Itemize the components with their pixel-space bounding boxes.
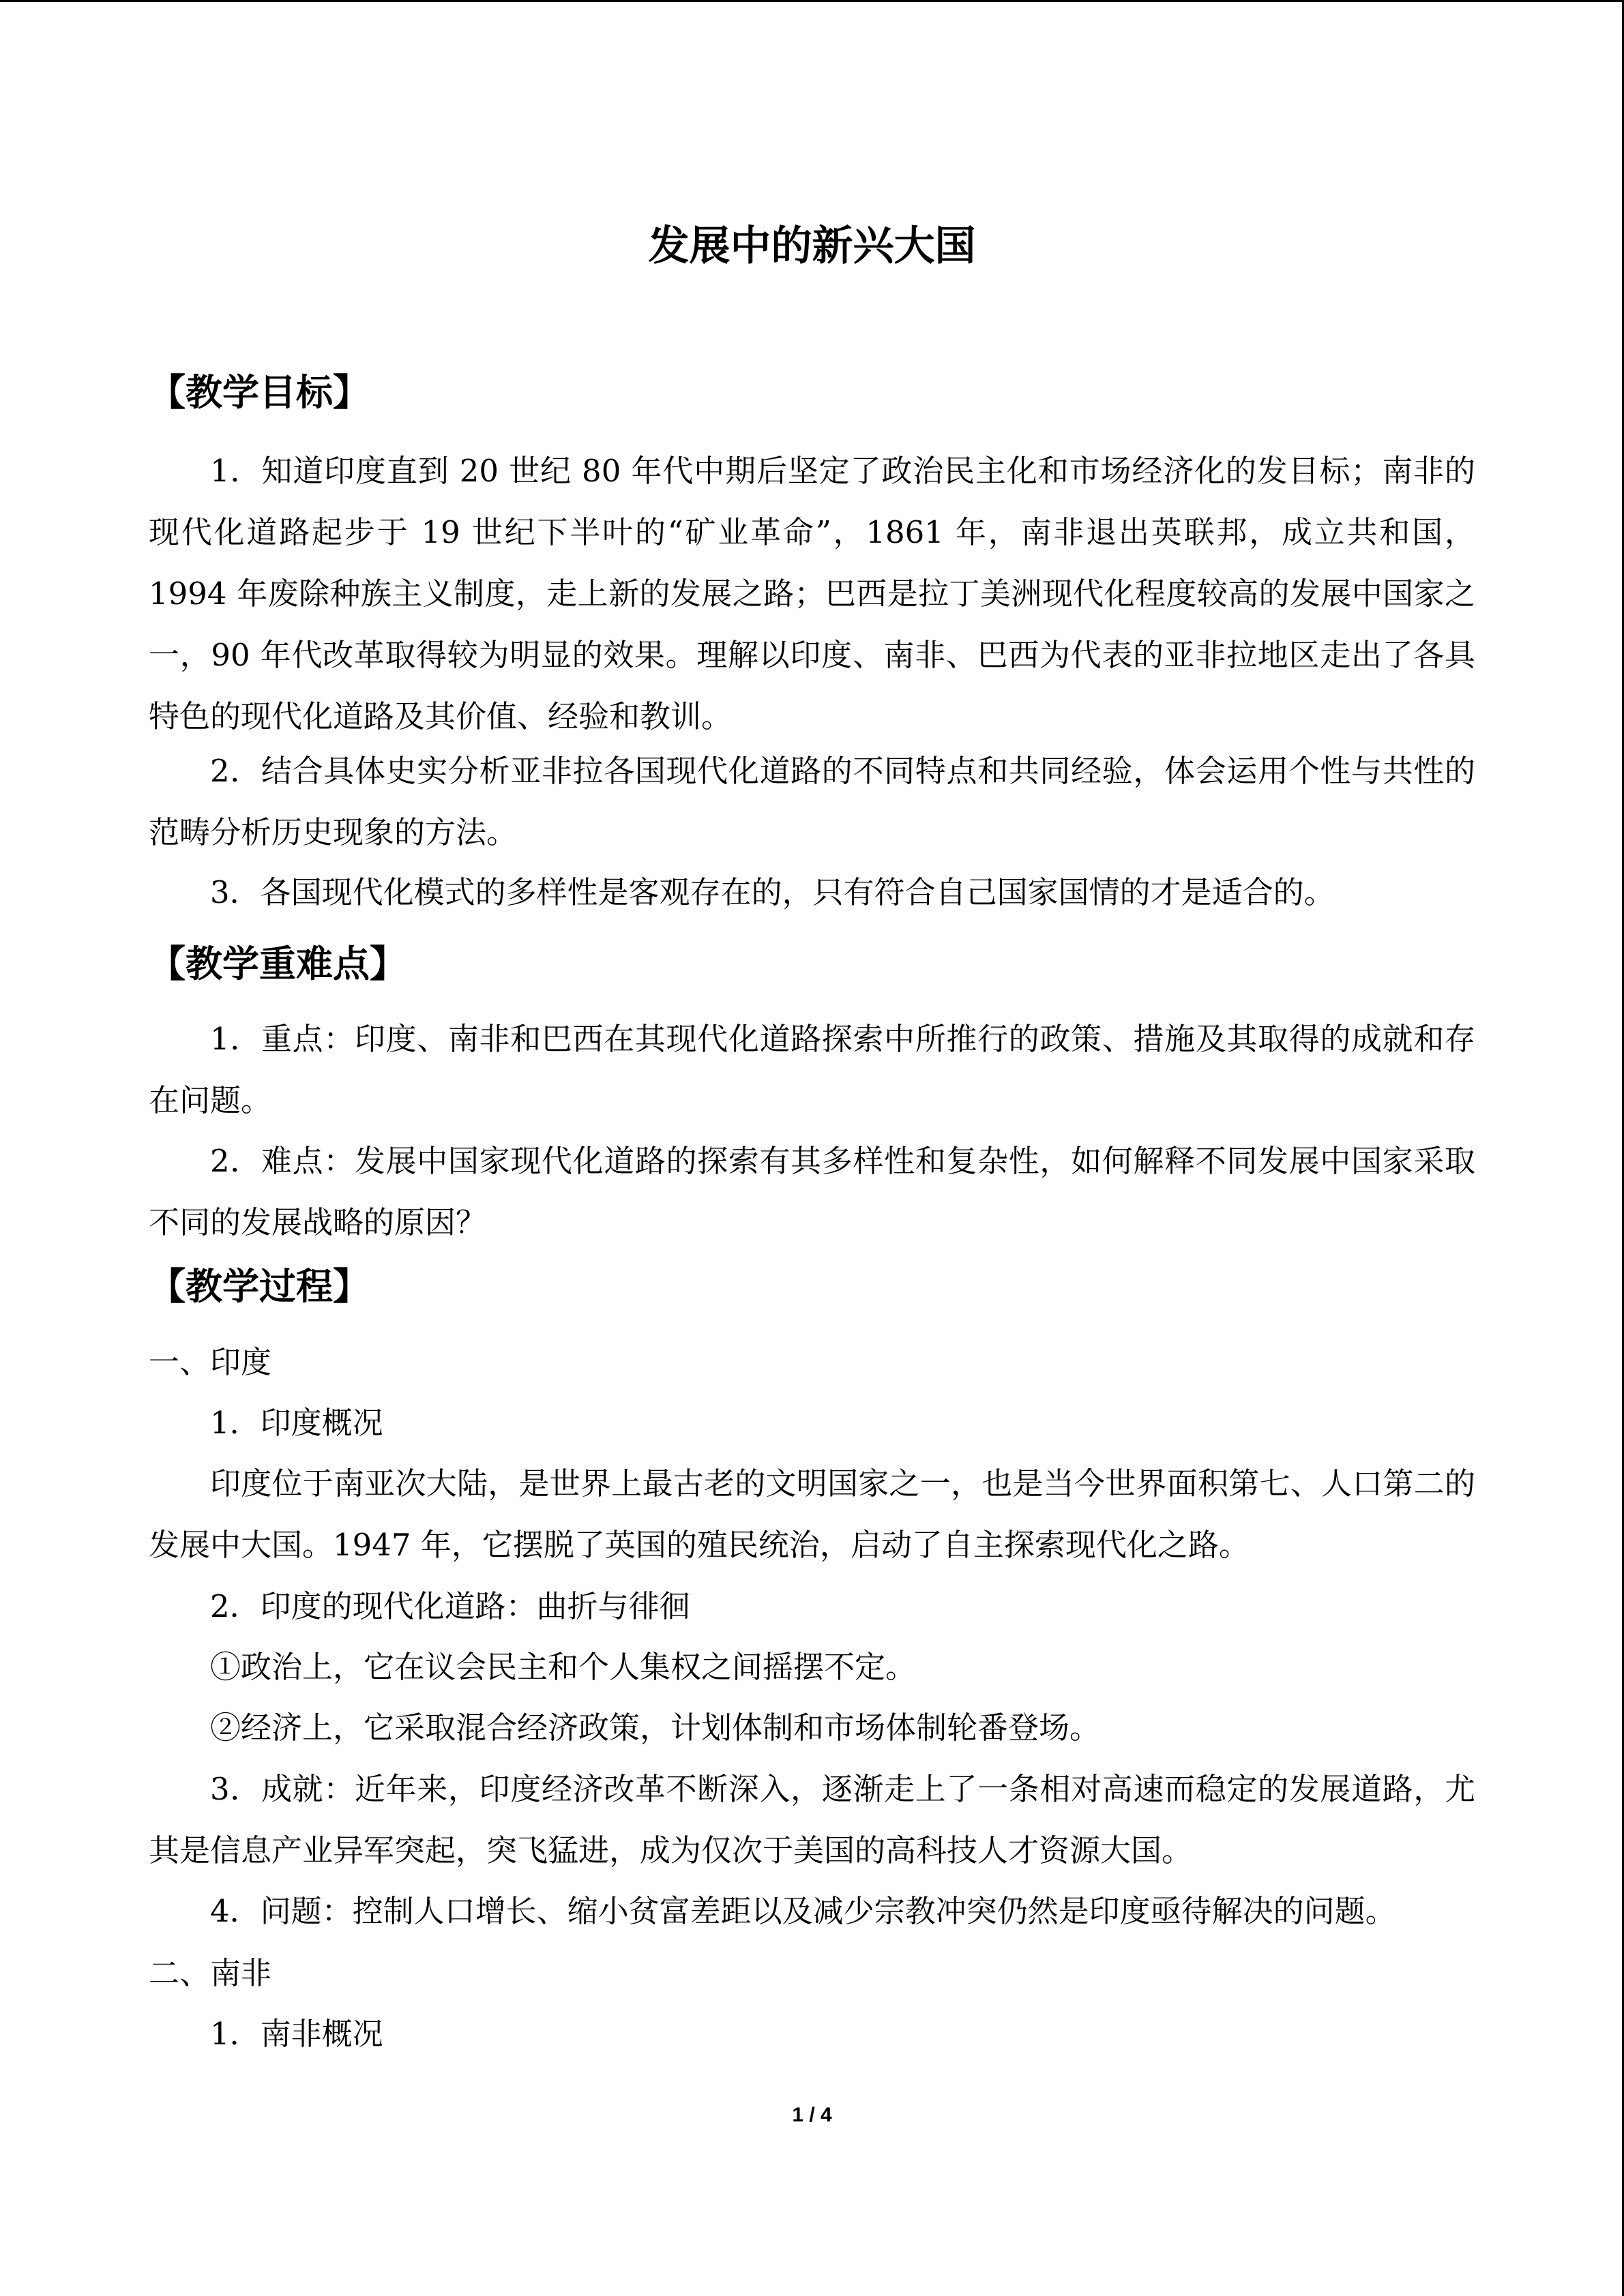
section-south-africa-title: 二、南非: [149, 1955, 272, 1991]
page-number: 1 / 4: [792, 2104, 832, 2126]
goals-paragraph-2: 2．结合具体史实分析亚非拉各国现代化道路的不同特点和共同经验，体会运用个性与共性的范畴分析历史现象的方法。: [149, 753, 1475, 850]
india-politics-item: ①政治上，它在议会民主和个人集权之间摇摆不定。: [210, 1649, 917, 1685]
goals-paragraph-1: 1．知道印度直到 20 世纪 80 年代中期后坚定了政治民主化和市场经济化的发目标；南非的现代化道路起步于 19 世纪下半叶的“矿业革命”，1861 年，南非退出英联邦，成立共和国，1994 年废除种族主义制度，走上新的发展之路；巴西是拉丁美洲现代化程度较高的发展中国家之一，90 年代改革取得较为明显的效果。理解以印度、南非、巴西为代表的亚非拉地区走出了各具特色的现代化道路及其价值、经验和教训。: [149, 453, 1475, 734]
keypoints-paragraph-2: 2．难点：发展中国家现代化道路的探索有其多样性和复杂性，如何解释不同发展中国家采取不同的发展战略的原因？: [149, 1143, 1475, 1240]
india-achievements-paragraph: 3．成就：近年来，印度经济改革不断深入，逐渐走上了一条相对高速而稳定的发展道路，尤其是信息产业异军突起，突飞猛进，成为仅次于美国的高科技人才资源大国。: [149, 1771, 1475, 1868]
south-africa-overview-subtitle: 1．南非概况: [210, 2016, 383, 2052]
india-overview-paragraph: 印度位于南亚次大陆，是世界上最古老的文明国家之一，也是当今世界面积第七、人口第二的发展中大国。1947 年，它摆脱了英国的殖民统治，启动了自主探索现代化之路。: [149, 1465, 1475, 1563]
heading-teaching-goals: 【教学目标】: [149, 371, 370, 414]
document-title: 发展中的新兴大国: [648, 222, 976, 270]
india-modernization-subtitle: 2．印度的现代化道路：曲折与徘徊: [210, 1588, 690, 1624]
heading-teaching-process: 【教学过程】: [149, 1265, 370, 1308]
goals-paragraph-3: 3．各国现代化模式的多样性是客观存在的，只有符合自己国家国情的才是适合的。: [210, 874, 1335, 910]
india-overview-subtitle: 1．印度概况: [210, 1405, 383, 1441]
india-problems-paragraph: 4．问题：控制人口增长、缩小贫富差距以及减少宗教冲突仍然是印度亟待解决的问题。: [210, 1893, 1396, 1929]
section-india-title: 一、印度: [149, 1344, 272, 1380]
heading-key-points: 【教学重难点】: [149, 942, 407, 985]
india-economy-item: ②经济上，它采取混合经济政策，计划体制和市场体制轮番登场。: [210, 1710, 1101, 1746]
keypoints-paragraph-1: 1．重点：印度、南非和巴西在其现代化道路探索中所推行的政策、措施及其取得的成就和存在问题。: [149, 1021, 1475, 1118]
